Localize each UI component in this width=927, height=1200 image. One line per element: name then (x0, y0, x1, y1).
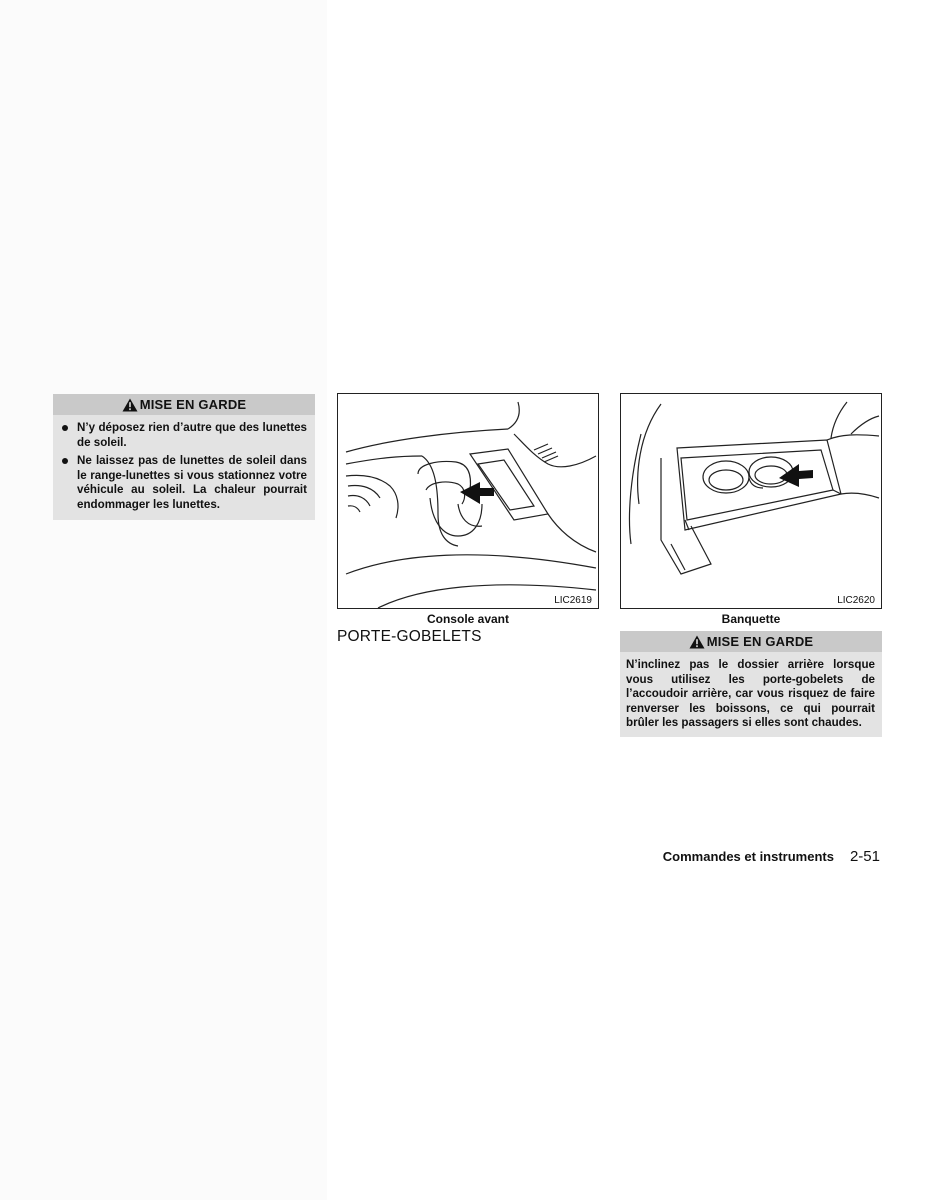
figure-caption: Banquette (721, 612, 781, 626)
footer-section-title: Commandes et instruments (662, 849, 834, 864)
section-title: PORTE-GOBELETS (337, 628, 482, 645)
page-footer (663, 848, 880, 865)
figure-rear-seat (620, 393, 882, 609)
warning-box-sunglasses (53, 394, 315, 520)
warning-triangle-icon (122, 398, 138, 412)
warning-item: Ne laissez pas de lunettes de soleil dans le range-lunettes si vous stationnez votre véhicule au soleil. La chaleur pourrait endommager les lunettes. (61, 454, 307, 512)
warning-title: MISE EN GARDE (706, 634, 814, 649)
bullet-icon (62, 425, 68, 431)
figure-caption: Console avant (426, 612, 510, 626)
left-column-background (0, 0, 327, 1200)
warning-text: N’inclinez pas le dossier arrière lorsque vous utilisez les porte-gobelets de l’accoudoir arrière, car vous risquez de faire renverser les boissons, ce qui pourrait brûler les passagers si elles sont chaudes. (626, 658, 875, 730)
figure-code: LIC2620 (837, 595, 875, 606)
bullet-icon (62, 458, 68, 464)
warning-title: MISE EN GARDE (139, 397, 247, 412)
warning-item: N’y déposez rien d’autre que des lunettes de soleil. (61, 421, 307, 450)
front-console-illustration (338, 394, 598, 608)
figure-code: LIC2619 (554, 595, 592, 606)
figure-front-console (337, 393, 599, 609)
rear-seat-illustration (621, 394, 881, 608)
warning-triangle-icon (689, 635, 705, 649)
warning-list (53, 415, 315, 520)
warning-box-cupholder (620, 631, 882, 737)
page-number: 2-51 (849, 848, 880, 865)
warning-header (53, 394, 315, 415)
warning-header (620, 631, 882, 652)
